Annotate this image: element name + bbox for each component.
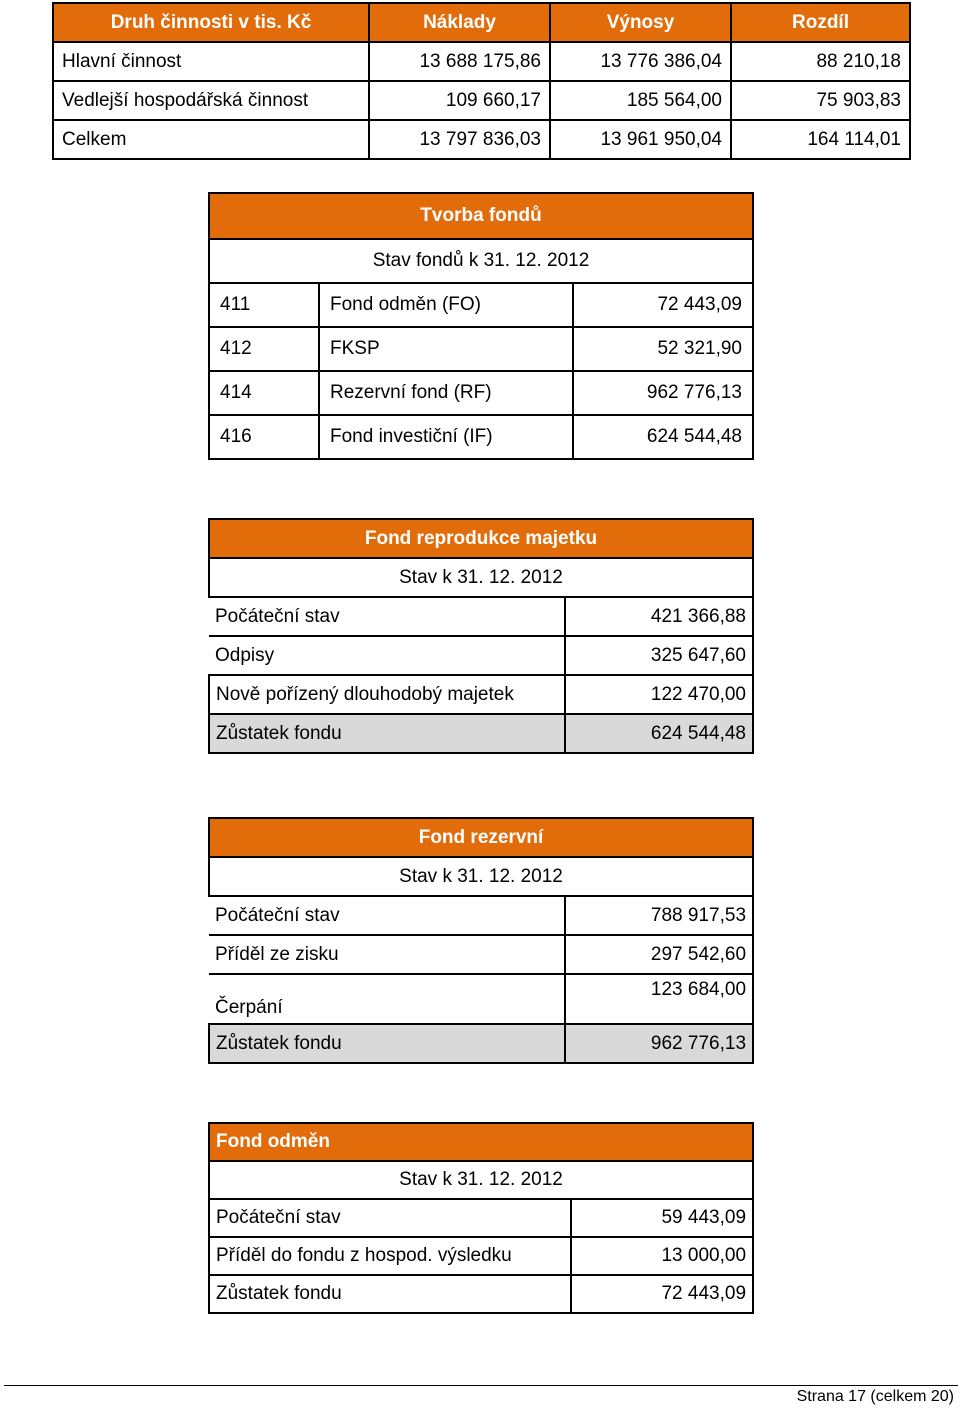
reproduction-fund-subtitle: Stav k 31. 12. 2012 bbox=[209, 558, 753, 597]
row-value: 123 684,00 bbox=[565, 974, 753, 1024]
total-row bbox=[209, 1275, 753, 1313]
reward-fund-subtitle: Stav k 31. 12. 2012 bbox=[209, 1161, 753, 1199]
fund-name: Rezervní fond (RF) bbox=[319, 371, 573, 415]
fund-code: 412 bbox=[209, 327, 319, 371]
revenues-value: 185 564,00 bbox=[550, 81, 731, 120]
row-value: 297 542,60 bbox=[565, 935, 753, 974]
header-difference: Rozdíl bbox=[731, 3, 910, 42]
footer-divider bbox=[4, 1385, 958, 1386]
table-row bbox=[209, 597, 753, 636]
row-value: 13 000,00 bbox=[571, 1237, 753, 1275]
fund-value: 52 321,90 bbox=[573, 327, 753, 371]
table-row bbox=[209, 896, 753, 935]
fund-value: 72 443,09 bbox=[573, 283, 753, 327]
row-label: Počáteční stav bbox=[209, 597, 565, 636]
row-label: Zůstatek fondu bbox=[209, 1275, 571, 1313]
reserve-fund-subtitle: Stav k 31. 12. 2012 bbox=[209, 857, 753, 896]
row-label: Příděl ze zisku bbox=[209, 935, 565, 974]
fund-value: 962 776,13 bbox=[573, 371, 753, 415]
row-value: 59 443,09 bbox=[571, 1199, 753, 1237]
table-row bbox=[53, 120, 910, 159]
reward-fund-title: Fond odměn bbox=[209, 1123, 753, 1161]
table-row bbox=[209, 415, 753, 459]
row-label: Celkem bbox=[53, 120, 369, 159]
fund-name: Fond odměn (FO) bbox=[319, 283, 573, 327]
reproduction-fund-subtitle-row bbox=[209, 558, 753, 597]
reserve-fund-title: Fond rezervní bbox=[209, 818, 753, 857]
fund-value: 624 544,48 bbox=[573, 415, 753, 459]
table-row bbox=[209, 371, 753, 415]
row-label: Čerpání bbox=[209, 974, 565, 1024]
page-number: Strana 17 (celkem 20) bbox=[796, 1388, 954, 1405]
reserve-fund-title-row bbox=[209, 818, 753, 857]
reserve-fund-table bbox=[208, 817, 754, 1064]
reward-fund-table bbox=[208, 1122, 754, 1314]
table-row bbox=[209, 935, 753, 974]
activity-table bbox=[52, 2, 911, 160]
fund-name: Fond investiční (IF) bbox=[319, 415, 573, 459]
fund-code: 414 bbox=[209, 371, 319, 415]
reproduction-fund-title: Fond reprodukce majetku bbox=[209, 519, 753, 558]
revenues-value: 13 776 386,04 bbox=[550, 42, 731, 81]
row-label: Odpisy bbox=[209, 636, 565, 675]
reward-fund-subtitle-row bbox=[209, 1161, 753, 1199]
row-label: Vedlejší hospodářská činnost bbox=[53, 81, 369, 120]
row-value: 122 470,00 bbox=[565, 675, 753, 714]
funds-creation-title-row bbox=[209, 193, 753, 239]
funds-creation-title: Tvorba fondů bbox=[209, 193, 753, 239]
fund-code: 411 bbox=[209, 283, 319, 327]
reserve-fund-subtitle-row bbox=[209, 857, 753, 896]
row-label: Zůstatek fondu bbox=[209, 714, 565, 753]
costs-value: 13 688 175,86 bbox=[369, 42, 550, 81]
activity-table-header bbox=[53, 3, 910, 42]
table-row bbox=[209, 675, 753, 714]
row-label: Hlavní činnost bbox=[53, 42, 369, 81]
table-row bbox=[53, 42, 910, 81]
header-revenues: Výnosy bbox=[550, 3, 731, 42]
difference-value: 88 210,18 bbox=[731, 42, 910, 81]
fund-name: FKSP bbox=[319, 327, 573, 371]
table-row bbox=[53, 81, 910, 120]
funds-creation-subtitle-row bbox=[209, 239, 753, 283]
revenues-value: 13 961 950,04 bbox=[550, 120, 731, 159]
table-row bbox=[209, 636, 753, 675]
row-label: Zůstatek fondu bbox=[209, 1024, 565, 1063]
table-row bbox=[209, 974, 753, 1024]
header-activity-type: Druh činnosti v tis. Kč bbox=[53, 3, 369, 42]
row-label: Příděl do fondu z hospod. výsledku bbox=[209, 1237, 571, 1275]
reproduction-fund-title-row bbox=[209, 519, 753, 558]
reward-fund-title-row bbox=[209, 1123, 753, 1161]
funds-creation-table bbox=[208, 192, 754, 460]
row-value: 624 544,48 bbox=[565, 714, 753, 753]
row-label: Počáteční stav bbox=[209, 1199, 571, 1237]
row-value: 325 647,60 bbox=[565, 636, 753, 675]
total-row bbox=[209, 714, 753, 753]
row-value: 72 443,09 bbox=[571, 1275, 753, 1313]
row-value: 421 366,88 bbox=[565, 597, 753, 636]
reproduction-fund-table bbox=[208, 518, 754, 754]
table-row bbox=[209, 327, 753, 371]
row-label: Nově pořízený dlouhodobý majetek bbox=[209, 675, 565, 714]
table-row bbox=[209, 1237, 753, 1275]
fund-code: 416 bbox=[209, 415, 319, 459]
header-costs: Náklady bbox=[369, 3, 550, 42]
funds-creation-subtitle: Stav fondů k 31. 12. 2012 bbox=[209, 239, 753, 283]
total-row bbox=[209, 1024, 753, 1063]
costs-value: 109 660,17 bbox=[369, 81, 550, 120]
table-row bbox=[209, 283, 753, 327]
table-row bbox=[209, 1199, 753, 1237]
difference-value: 75 903,83 bbox=[731, 81, 910, 120]
row-value: 962 776,13 bbox=[565, 1024, 753, 1063]
row-label: Počáteční stav bbox=[209, 896, 565, 935]
difference-value: 164 114,01 bbox=[731, 120, 910, 159]
costs-value: 13 797 836,03 bbox=[369, 120, 550, 159]
row-value: 788 917,53 bbox=[565, 896, 753, 935]
